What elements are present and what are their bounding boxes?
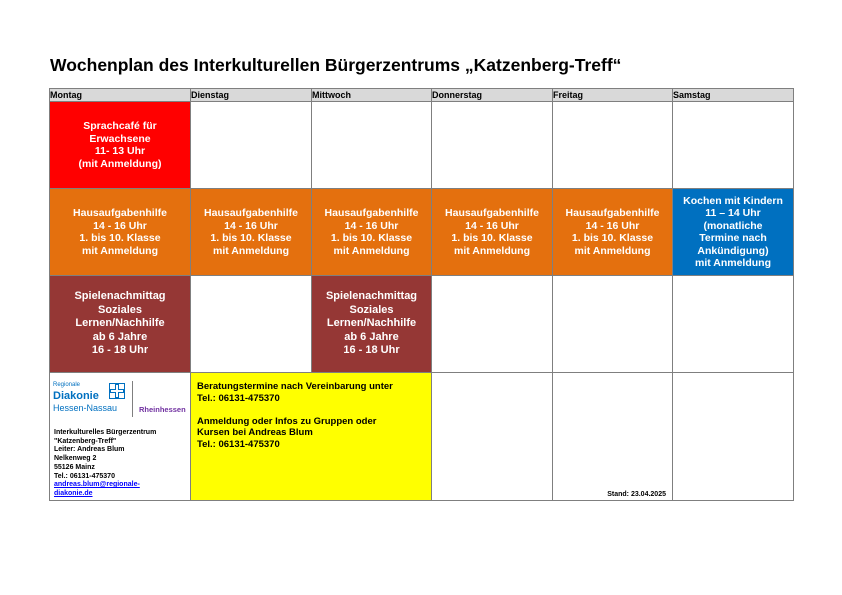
event-line: 1. bis 10. Klasse — [451, 232, 533, 244]
logo-regionale: Regionale — [53, 382, 81, 388]
event-line: mit Anmeldung — [694, 257, 772, 269]
day-header-thursday: Donnerstag — [432, 89, 553, 102]
day-header-wednesday: Mittwoch — [312, 89, 432, 102]
empty-cell — [191, 276, 312, 373]
day-header-saturday: Samstag — [673, 89, 794, 102]
contact-cell — [50, 373, 191, 501]
email-link[interactable]: andreas.blum@regionale- — [54, 481, 140, 489]
empty-cell — [432, 276, 553, 373]
logo-hessen-nassau: Hessen-Nassau — [53, 403, 118, 413]
event-line: Hausaufgabenhilfe — [324, 207, 419, 219]
event-spielenachmittag-wednesday — [312, 276, 432, 373]
event-line: Lernen/Nachhilfe — [75, 317, 165, 330]
logo-rheinhessen: Rheinhessen — [139, 405, 186, 414]
header-row — [50, 89, 794, 102]
event-line: 1. bis 10. Klasse — [571, 232, 654, 244]
info-line: Anmeldung oder Infos zu Gruppen oder — [197, 415, 377, 427]
event-line: (monatliche — [703, 219, 763, 232]
event-spielenachmittag-monday — [50, 276, 191, 373]
event-line: mit Anmeldung — [333, 244, 410, 257]
diakonie-cross-icon — [109, 383, 125, 399]
event-line: ab 6 Jahre — [92, 330, 148, 343]
event-line: 1. bis 10. Klasse — [330, 232, 413, 244]
address-line: 55126 Mainz — [54, 463, 95, 471]
event-line: Termine nach — [699, 232, 767, 244]
info-line: Beratungstermine nach Vereinbarung unter — [197, 381, 393, 392]
event-line: 16 - 18 Uhr — [343, 344, 400, 357]
day-header-monday: Montag — [50, 89, 191, 102]
event-line: mit Anmeldung — [81, 244, 159, 257]
info-box — [191, 373, 432, 501]
event-line: 14 - 16 Uhr — [224, 219, 278, 232]
event-line: Lernen/Nachhilfe — [326, 317, 417, 330]
event-line: Sprachcafé für — [83, 120, 157, 132]
event-sprachcafe — [50, 102, 191, 189]
event-line: Spielenachmittag — [325, 290, 418, 303]
day-header-friday: Freitag — [553, 89, 673, 102]
empty-cell — [553, 102, 673, 189]
schedule-row-afternoon — [50, 189, 794, 276]
empty-cell — [553, 276, 673, 373]
empty-cell — [191, 102, 312, 189]
info-line: Kursen bei Andreas Blum — [197, 427, 313, 438]
email-link[interactable]: diakonie.de — [54, 489, 93, 497]
logo-divider — [132, 381, 133, 417]
event-line: mit Anmeldung — [212, 244, 290, 257]
event-line: ab 6 Jahre — [344, 330, 399, 343]
event-line: Hausaufgabenhilfe — [73, 207, 167, 219]
event-line: 16 - 18 Uhr — [91, 344, 149, 357]
address-line: Interkulturelles Bürgerzentrum — [54, 429, 157, 436]
day-header-tuesday: Dienstag — [191, 89, 312, 102]
event-line: Soziales — [97, 303, 143, 316]
event-line: Erwachsene — [89, 132, 151, 145]
info-row — [50, 373, 794, 501]
info-line: Tel.: 06131-475370 — [197, 392, 280, 404]
event-line: Ankündigung) — [697, 244, 769, 257]
event-line: 1. bis 10. Klasse — [210, 232, 292, 244]
event-line: 1. bis 10. Klasse — [79, 232, 161, 244]
address-line: Tel.: 06131-475370 — [54, 472, 115, 480]
diakonie-logo — [50, 381, 190, 423]
event-line: mit Anmeldung — [453, 244, 531, 257]
event-line: 11- 13 Uhr — [94, 145, 146, 157]
event-hausaufgabenhilfe-thursday — [432, 189, 553, 276]
event-hausaufgabenhilfe-friday — [553, 189, 673, 276]
event-hausaufgabenhilfe-tuesday — [191, 189, 312, 276]
page-title: Wochenplan des Interkulturellen Bürgerzentrums „Katzenberg-Treff“ — [50, 55, 622, 75]
weekly-schedule-table — [49, 88, 794, 501]
event-line: (mit Anmeldung) — [78, 157, 162, 170]
event-line: Hausaufgabenhilfe — [204, 207, 298, 219]
event-hausaufgabenhilfe-wednesday — [312, 189, 432, 276]
contact-address — [50, 423, 190, 499]
empty-cell — [432, 373, 553, 501]
event-line: 14 - 16 Uhr — [465, 219, 519, 232]
event-line: Soziales — [349, 303, 394, 316]
empty-cell — [432, 102, 553, 189]
schedule-row-morning — [50, 102, 794, 189]
event-line: 14 - 16 Uhr — [585, 219, 640, 232]
address-line: Leiter: Andreas Blum — [54, 446, 125, 454]
info-line: Tel.: 06131-475370 — [197, 438, 280, 450]
event-kochen-mit-kindern — [673, 189, 794, 276]
stand-date: Stand: 23.04.2025 — [607, 491, 666, 498]
address-line: "Katzenberg-Treff" — [54, 437, 117, 445]
address-line: Nelkenweg 2 — [54, 455, 97, 463]
empty-cell — [673, 373, 794, 501]
empty-cell — [673, 276, 794, 373]
empty-cell — [673, 102, 794, 189]
event-line: 14 - 16 Uhr — [93, 219, 147, 232]
event-line: 11 – 14 Uhr — [705, 207, 761, 219]
stand-cell — [553, 373, 673, 501]
event-line: Spielenachmittag — [74, 290, 166, 303]
event-line: Hausaufgabenhilfe — [565, 207, 660, 219]
empty-cell — [312, 102, 432, 189]
event-hausaufgabenhilfe-monday — [50, 189, 191, 276]
event-line: 14 - 16 Uhr — [344, 219, 399, 232]
event-line: Hausaufgabenhilfe — [445, 207, 539, 219]
schedule-row-evening — [50, 276, 794, 373]
event-line: mit Anmeldung — [574, 244, 651, 257]
event-line: Kochen mit Kindern — [683, 194, 783, 207]
logo-diakonie: Diakonie — [53, 390, 99, 402]
